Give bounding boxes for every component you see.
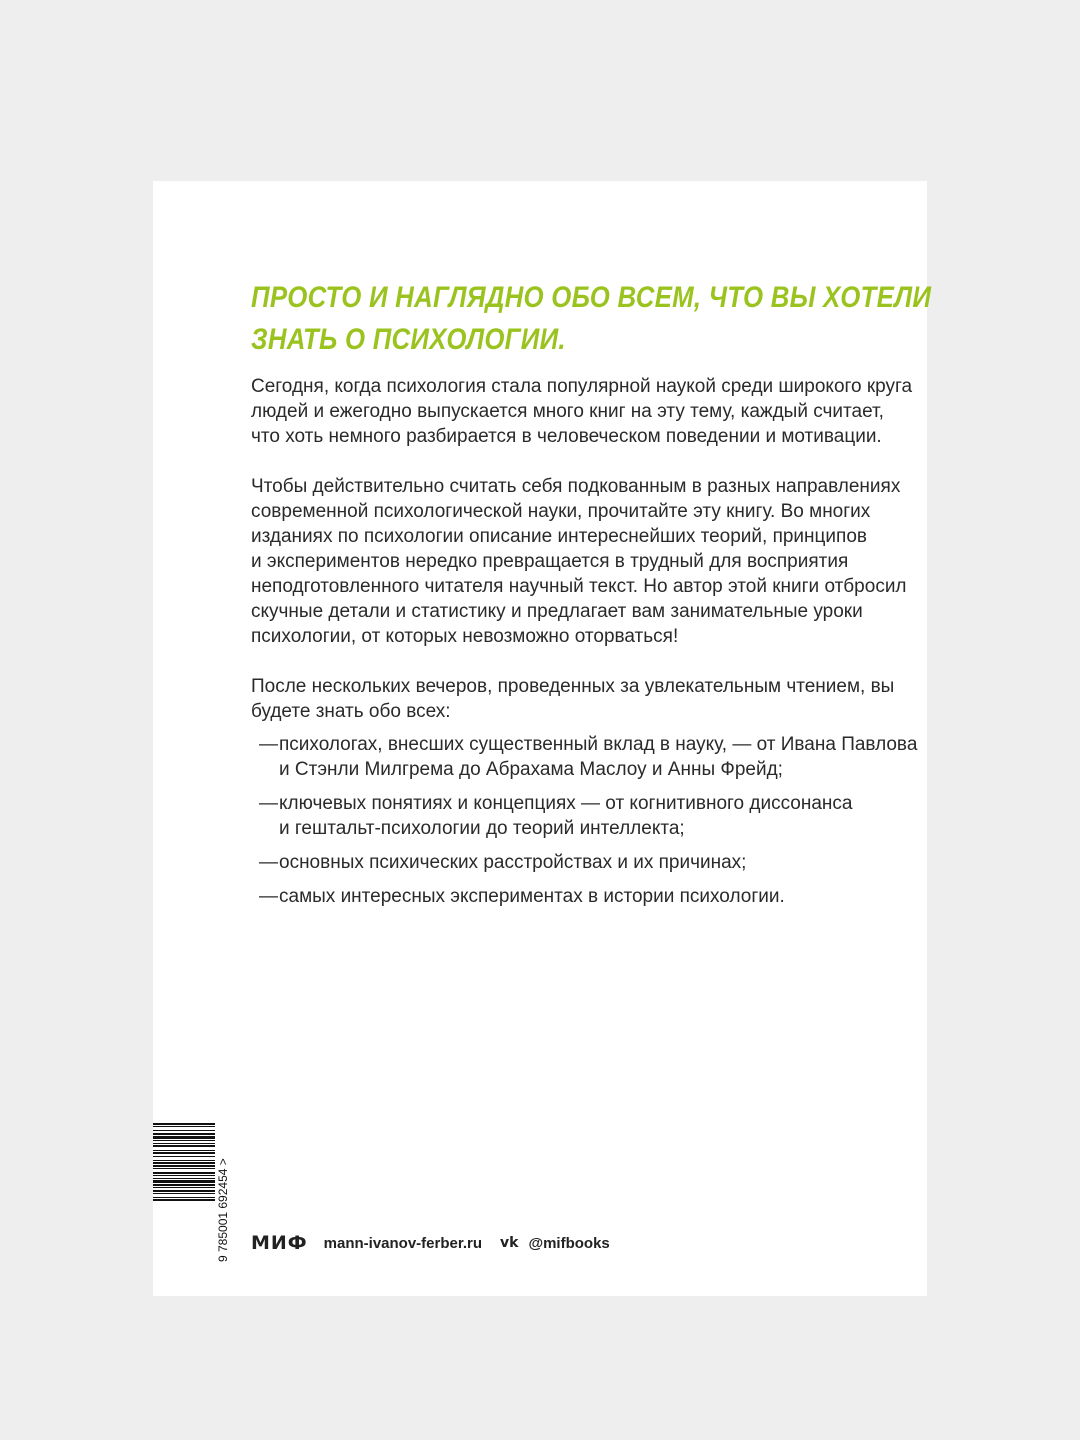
barcode-bar: [153, 1136, 215, 1139]
text-line: самых интересных экспериментах в истории психологии.: [279, 886, 785, 907]
barcode-bar: [153, 1145, 215, 1147]
barcode-bar: [153, 1168, 215, 1169]
publisher-website[interactable]: mann-ivanov-ferber.ru: [323, 1234, 483, 1252]
text-line: современной психологической науки, прочитайте эту книгу. Во многих: [251, 501, 871, 522]
topic-list: [251, 732, 918, 909]
barcode-bar: [153, 1175, 215, 1176]
text-line: и гештальт-психологии до теорий интеллекта;: [279, 818, 685, 839]
barcode-bar: [153, 1178, 215, 1179]
barcode-bar: [153, 1140, 215, 1141]
text-line: будете знать обо всех:: [251, 701, 451, 722]
text-line: ключевых понятиях и концепциях — от когнитивного диссонанса: [279, 793, 853, 814]
text-line: Чтобы действительно считать себя подкованным в разных направлениях: [251, 476, 901, 497]
barcode-bar: [153, 1197, 215, 1198]
barcode-bar: [153, 1184, 215, 1186]
dash-marker: —: [259, 852, 278, 873]
dash-marker: —: [259, 793, 278, 814]
barcode-bars: [153, 1123, 215, 1201]
barcode-bar: [153, 1123, 215, 1125]
paragraph: [251, 674, 911, 724]
dash-marker: —: [259, 886, 278, 907]
barcode-bar: [153, 1162, 215, 1164]
barcode-bar: [153, 1180, 215, 1183]
barcode-bar: [153, 1133, 215, 1135]
text-line: и экспериментов нередко превращается в трудный для восприятия: [251, 551, 849, 572]
barcode-bar: [153, 1152, 215, 1154]
vk-icon[interactable]: vk: [500, 1235, 519, 1251]
list-item: [251, 791, 911, 841]
barcode-bar: [153, 1190, 215, 1192]
isbn-barcode: [153, 1121, 231, 1263]
barcode-bar: [153, 1193, 215, 1194]
headline: [251, 277, 932, 361]
book-back-cover: [153, 181, 932, 1296]
description: [251, 374, 918, 918]
social-handle[interactable]: @mifbooks: [528, 1234, 610, 1252]
barcode-bar: [153, 1187, 215, 1188]
barcode-graphic: [153, 1121, 231, 1263]
paragraph: [251, 474, 911, 649]
barcode-bar: [153, 1126, 215, 1127]
barcode-bar: [153, 1130, 215, 1131]
text-line: людей и ежегодно выпускается много книг на эту тему, каждый считает,: [251, 401, 884, 422]
text-line: и Стэнли Милгрема до Абрахама Маслоу и Анны Фрейд;: [279, 759, 783, 780]
list-item: [251, 850, 911, 875]
text-line: изданиях по психологии описание интереснейших теорий, принципов: [251, 526, 867, 547]
barcode-bar: [153, 1156, 215, 1157]
text-line: что хоть немного разбирается в человеческом поведении и мотивации.: [251, 426, 882, 447]
dash-marker: —: [259, 734, 278, 755]
barcode-bar: [153, 1165, 215, 1167]
barcode-bar: [153, 1160, 215, 1161]
text-line: После нескольких вечеров, проведенных за увлекательным чтением, вы: [251, 676, 895, 697]
barcode-bar: [153, 1199, 215, 1201]
list-item: [251, 732, 918, 782]
text-line: основных психических расстройствах и их причинах;: [279, 852, 747, 873]
paragraph: [251, 374, 911, 449]
headline-line: ЗНАТЬ О ПСИХОЛОГИИ.: [251, 323, 566, 356]
barcode-bar: [153, 1172, 215, 1174]
list-item: [251, 884, 911, 909]
text-line: неподготовленного читателя научный текст. Но автор этой книги отбросил: [251, 576, 907, 597]
headline-line: ПРОСТО И НАГЛЯДНО ОБО ВСЕМ, ЧТО ВЫ ХОТЕЛИ: [251, 281, 932, 314]
publisher-footer: [251, 1232, 610, 1254]
barcode-number: 9 785001 692454 >: [216, 1158, 230, 1262]
barcode-bar: [153, 1143, 215, 1144]
text-line: скучные детали и статистику и предлагает вам занимательные уроки: [251, 601, 863, 622]
barcode-bar: [153, 1150, 215, 1151]
text-line: психологии, от которых невозможно оторваться!: [251, 626, 679, 647]
text-line: психологах, внесших существенный вклад в науку, — от Ивана Павлова: [279, 734, 918, 755]
text-line: Сегодня, когда психология стала популярной наукой среди широкого круга: [251, 376, 913, 397]
publisher-logo: МИФ: [251, 1232, 308, 1254]
